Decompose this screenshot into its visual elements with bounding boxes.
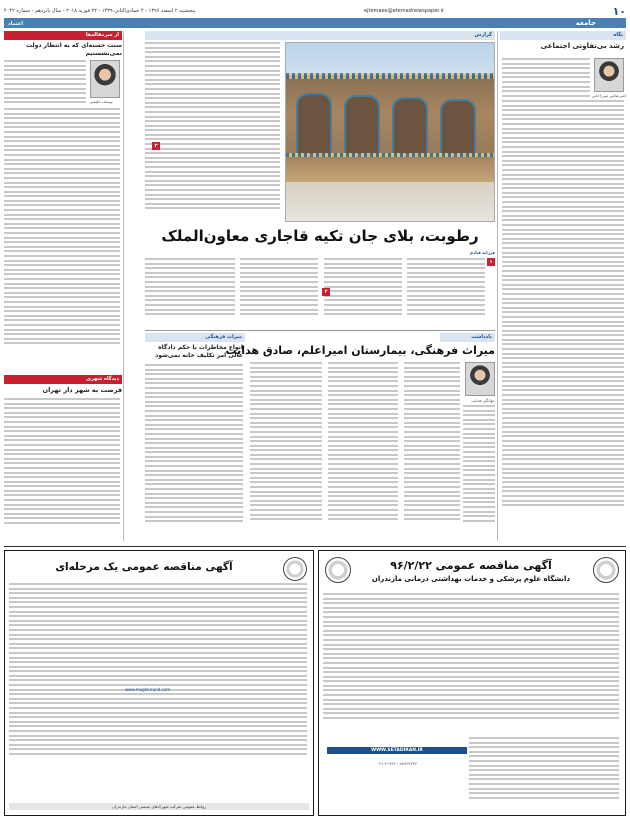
column-divider xyxy=(497,31,498,541)
main-text-b xyxy=(324,258,402,326)
ad-left-title: آگهی مناقصه عمومی یک مرحله‌ای xyxy=(55,561,233,573)
main-byline: فرزانه قبادی xyxy=(469,250,495,255)
ad-right-website[interactable]: WWW.SETADIRAN.IR xyxy=(327,747,467,754)
author-photo xyxy=(594,58,624,92)
left-text-top xyxy=(4,60,86,108)
ad-right-box xyxy=(318,550,626,816)
mosque-photo xyxy=(285,42,495,222)
company-emblem-icon xyxy=(283,557,307,581)
main-text-d xyxy=(145,258,235,326)
heritage-side-text xyxy=(145,364,243,542)
ad-right-text xyxy=(323,593,619,733)
ads-divider xyxy=(4,546,626,547)
heritage-label: یادداشت xyxy=(440,333,495,342)
heritage-text-side xyxy=(463,405,495,542)
main-text-c xyxy=(240,258,318,326)
main-text-a xyxy=(407,258,485,326)
newspaper-logo: اعتماد xyxy=(8,21,23,27)
right-author-caption: امیرعباس میرزاخانی xyxy=(591,93,626,98)
left-column-divider xyxy=(123,31,124,541)
right-col-label: نگاه xyxy=(500,31,626,40)
left-opinion-title: سنت حسنه‌ای که به انتظار دولت نمی‌نشستیم xyxy=(26,42,122,57)
section-divider xyxy=(145,330,495,331)
email-address: ejtemaee@etemadnewspaper.ir xyxy=(364,8,444,14)
opinion-author-caption: یوسف علیمیر xyxy=(90,99,113,104)
item-number-3: ۳ xyxy=(152,142,160,150)
right-col-title: رشد بی‌تفاوتی اجتماعی xyxy=(540,42,624,50)
heritage-side-label: میراث فرهنگی xyxy=(145,333,245,342)
main-headline: رطوبت، بلای جان تکیه قاجاری معاون‌الملک xyxy=(161,227,479,245)
date-line: پنجشنبه ۲ اسفند ۱۳۹۶ - ۴ جمادی‌الثانی ۱۴۳۹ - ۲۲ فوریه ۲۰۱۸ - سال پانزدهم - شماره ۴۰۴۲ xyxy=(4,8,196,14)
heritage-text-b xyxy=(328,362,398,542)
item-number-2: ۲ xyxy=(322,288,330,296)
opinion-author-photo xyxy=(90,60,120,98)
right-col-text-top xyxy=(502,58,590,98)
ad-right-subtitle: دانشگاه علوم پزشکی و خدمات بهداشتی درمانی مازندران xyxy=(371,575,571,583)
ad-left-box xyxy=(4,550,314,816)
ad-right-phone: ۰۲۱-۴۱۹۳۴ - ۸۸۹۶۹۷۳۷ xyxy=(377,761,417,766)
section-bar xyxy=(4,18,626,28)
heritage-author-photo xyxy=(465,362,495,396)
ministry-emblem-icon xyxy=(325,557,351,583)
heritage-author-caption: جهانگیر هدایت xyxy=(471,398,495,403)
main-label: گزارش xyxy=(145,31,495,40)
ad-left-footer: روابط عمومی شرکت شهرک‌های صنعتی استان مازندران xyxy=(9,803,309,810)
ad-left-website[interactable]: www.mogharrand.com xyxy=(125,687,171,692)
heritage-text-a xyxy=(404,362,460,542)
urban-title: فرصت به شهر دار تهران xyxy=(42,386,122,394)
urban-label: دیدگاه شهری xyxy=(4,375,122,384)
section-title: جامعه xyxy=(575,19,596,27)
left-text-main xyxy=(4,108,120,370)
heritage-side-title: انواع مخاطرات با حکم دادگاه عالی امر تکلیف خانه نمی‌شود xyxy=(155,344,243,359)
item-number-1: ۱ xyxy=(487,258,495,266)
heritage-headline: میراث فرهنگی، بیمارستان امیراعلم، صادق هدایت xyxy=(225,344,495,357)
university-emblem-icon xyxy=(593,557,619,583)
ad-right-title: آگهی مناقصه عمومی ۹۶/۲/۲۲ xyxy=(390,559,552,572)
urban-text xyxy=(4,398,120,542)
ad-right-conditions xyxy=(469,737,619,811)
left-col-label: از سرمقاله‌ها xyxy=(4,31,122,40)
main-text-col-left xyxy=(145,42,280,227)
page-number: ۱۰ xyxy=(612,4,626,18)
ad-left-text xyxy=(9,583,307,773)
heritage-text-c xyxy=(250,362,322,542)
page-header xyxy=(4,4,626,18)
right-col-text xyxy=(502,100,624,540)
